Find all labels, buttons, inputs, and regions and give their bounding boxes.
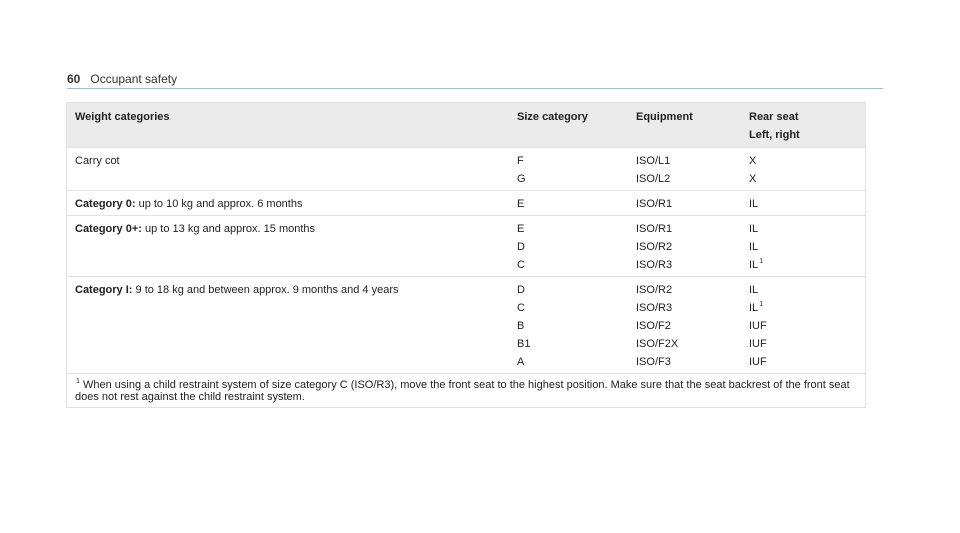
equipment-value: ISO/R1 (636, 198, 673, 210)
rear-seat-value: IL (749, 259, 759, 271)
category-description: 9 to 18 kg and between approx. 9 months and 4 years (132, 284, 399, 296)
col-equipment: Equipment (636, 111, 693, 123)
table-header-row (67, 103, 865, 147)
section-title: Occupant safety (90, 72, 178, 86)
footnote-marker: 1 (759, 258, 764, 266)
rear-seat-value: IL (749, 198, 759, 210)
size-value: D (517, 241, 525, 253)
footnote-text: When using a child restraint system of size category C (ISO/R3), move the front seat to the highest position. Make sure that the seat backrest of the front seat does not rest against the child restraint system. (75, 379, 850, 403)
size-cell (517, 220, 636, 274)
rear-seat-value: IL (749, 241, 759, 253)
equipment-cell (636, 195, 749, 213)
category-name: Category I: (75, 284, 133, 296)
size-value: C (517, 259, 525, 271)
child-seat-table (66, 102, 866, 408)
equipment-value: ISO/L1 (636, 155, 671, 167)
rear-seat-value-footnoted (749, 299, 865, 317)
footnote-marker: 1 (759, 301, 764, 309)
page-header (67, 72, 883, 89)
rear-seat-value: IL (749, 223, 759, 235)
equipment-value: ISO/R1 (636, 223, 673, 235)
col-size-category: Size category (517, 111, 588, 123)
equipment-value: ISO/F2X (636, 338, 679, 350)
table-row (67, 276, 865, 373)
equipment-value: ISO/L2 (636, 173, 671, 185)
equipment-value: ISO/R2 (636, 284, 673, 296)
col-rear-seat-subtitle: Left, right (749, 129, 800, 141)
rear-seat-value: IL (749, 302, 759, 314)
table-row (67, 215, 865, 276)
rear-seat-value: IUF (749, 356, 767, 368)
size-cell (517, 152, 636, 188)
category-name: Category 0+: (75, 223, 142, 235)
rear-seat-value: X (749, 173, 757, 185)
row-description: Carry cot (75, 155, 120, 167)
equipment-cell (636, 152, 749, 188)
weight-cell (67, 152, 517, 188)
col-weight-categories: Weight categories (75, 111, 170, 123)
rear-seat-cell (749, 152, 865, 188)
rear-seat-value: IUF (749, 320, 767, 332)
weight-cell (67, 281, 517, 371)
category-description: up to 13 kg and approx. 15 months (141, 223, 316, 235)
equipment-cell (636, 281, 749, 371)
size-cell (517, 195, 636, 213)
weight-cell (67, 195, 517, 213)
rear-seat-cell (749, 220, 865, 274)
size-value: D (517, 284, 525, 296)
rear-seat-value: X (749, 155, 757, 167)
equipment-value: ISO/R3 (636, 302, 673, 314)
rear-seat-value: IUF (749, 338, 767, 350)
rear-seat-cell (749, 281, 865, 371)
size-value: F (517, 155, 524, 167)
equipment-value: ISO/F3 (636, 356, 671, 368)
size-cell (517, 281, 636, 371)
table-footnote (67, 373, 865, 407)
size-value: C (517, 302, 525, 314)
rear-seat-value-footnoted (749, 256, 865, 274)
table-row (67, 147, 865, 190)
size-value: B (517, 320, 525, 332)
size-value: A (517, 356, 525, 368)
size-value: E (517, 198, 525, 210)
equipment-cell (636, 220, 749, 274)
size-value: G (517, 173, 526, 185)
equipment-value: ISO/R3 (636, 259, 673, 271)
col-rear-seat (749, 108, 865, 144)
table-row (67, 190, 865, 215)
weight-cell (67, 220, 517, 274)
footnote-text-block (75, 379, 857, 403)
page-number: 60 (67, 72, 81, 86)
footnote-marker: 1 (76, 378, 80, 386)
equipment-value: ISO/R2 (636, 241, 673, 253)
size-value: B1 (517, 338, 531, 350)
rear-seat-value: IL (749, 284, 759, 296)
rear-seat-cell (749, 195, 865, 213)
category-name: Category 0: (75, 198, 136, 210)
category-description: up to 10 kg and approx. 6 months (135, 198, 303, 210)
equipment-value: ISO/F2 (636, 320, 671, 332)
size-value: E (517, 223, 525, 235)
col-rear-seat-title: Rear seat (749, 111, 799, 123)
